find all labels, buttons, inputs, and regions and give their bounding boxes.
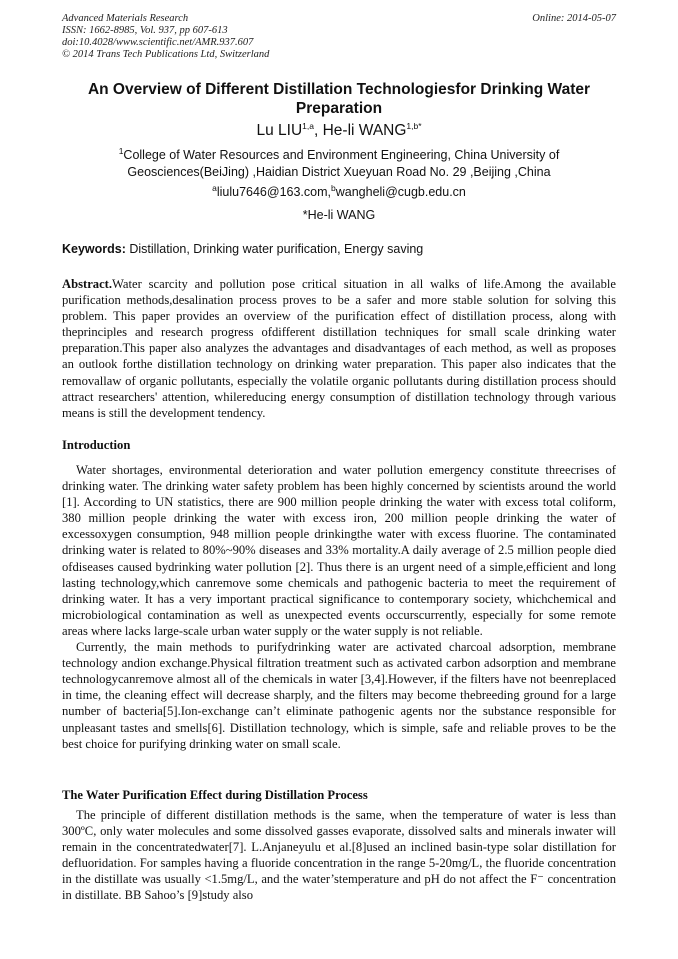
journal-name: Advanced Materials Research <box>62 13 189 24</box>
email-superscript: b <box>331 182 336 193</box>
author-list <box>62 121 616 141</box>
abstract-text: Water scarcity and pollution pose critical situation in all walks of life.Among the available purification methods,desalination process proves to be a safer and more stable solution for solving this problem. This paper provides an overview of the purification effect of distillation process, along with theprinciples and research progress ofdifferent distillation techniques for small scale drinking water preparation.This paper also analyzes the advantages and disadvantages of each method, as well as proposes an outlook forthe distillation technology on drinking water preparation. This paper also indicates that the removallaw of organic pollutants, especially the volatile organic pollutants during distillation process should attract researchers' attention, whilereducing energy consumption of distillation technology through various means is still the development tendency. <box>62 277 616 420</box>
section-heading-purification-effect: The Water Purification Effect during Distillation Process <box>62 788 368 802</box>
affiliation-text: College of Water Resources and Environment Engineering, China University of Geosciences(BeiJing) ,Haidian District Xueyuan Road No. 29 ,Beijing ,China <box>123 148 560 179</box>
corresponding-author: *He-li WANG <box>302 208 376 222</box>
email-superscript: a <box>212 182 217 193</box>
email-link[interactable]: liulu7646@163.com, <box>216 185 331 199</box>
author-emails <box>62 184 616 200</box>
paragraph: Currently, the main methods to purifydrinking water are activated charcoal adsorption, membrane technology andion exchange.Physical filtration treatment such as activated carbon adsorption and membrane technologycanremove almost all of the chemicals in water [3,4].However, if the filters have not beenreplaced in time, the cleaning effect will decrease sharply, and the filters may become thebreeding ground for a large number of bacteria[5].Ion-exchange can’t eliminate pathogenic agents nor the substance responsible for unpleasant tastes and smells[6]. Distillation technology, which is simple, safe and reliable proves to be the best choice for purifying drinking water on small scale. <box>62 640 616 751</box>
paragraph: Water shortages, environmental deterioration and water pollution emergency constitute threecrises of drinking water. The drinking water safety problem has been highly concerned by scientists around the world [1]. According to UN statistics, there are 900 million people drinking the water with excess total coliform, 380 million people drinking the water with excess iron, 200 million people drinking the water of excessoxygen consumption, 948 million people drinkingthe water with excess fluorine. The contaminated drinking water is related to 80%~90% diseases and 33% mortality.A daily average of 2.5 million people died ofdiseases caused bydrinking water pollution [2]. Thus there is an urgent need of a simple,efficient and long lasting technology,which canremove some chemicals and pathogenic bacteria to meet the requirement of drinking water. It has a very important practical significance to contemporary society, whichchemical and microbiological contamination as well as unexpected events occurscurrently, especially for some remote areas where lacks large-scale urban water supply or the water supply is not reliable. <box>62 463 616 638</box>
keywords <box>62 241 616 257</box>
affiliation-superscript: 1 <box>118 145 124 156</box>
author-superscript: 1,a <box>302 120 314 131</box>
affiliation <box>62 147 616 181</box>
author-name: Lu LIU <box>256 122 303 139</box>
abstract-label: Abstract. <box>62 277 113 291</box>
doi-line: doi:10.4028/www.scientific.net/AMR.937.607 <box>62 37 254 48</box>
abstract <box>62 276 616 421</box>
keywords-label: Keywords: <box>62 242 126 256</box>
paragraph: The principle of different distillation methods is the same, when the temperature of water is less than 300ºC, only water molecules and some dissolved gasses evaporate, dissolved salts and minerals inwater will remain in the concentratedwater[7]. L.Anjaneyulu et al.[8]used an inclined basin-type solar distillation for defluoridation. For samples having a fluoride concentration in the range 5-20mg/L, the fluoride concentration in the distillate was usually <1.5mg/L, and the water’stemperature and pH do not affect the F⁻ concentration in distillate. BB Sahoo’s [9]study also <box>62 808 616 903</box>
author-name: He-li WANG <box>322 122 407 139</box>
author-separator: , <box>313 122 323 139</box>
keywords-text: Distillation, Drinking water purification, Energy saving <box>125 242 424 256</box>
author-superscript: 1,b* <box>406 120 422 131</box>
introduction-body <box>62 462 616 752</box>
section-body <box>62 807 616 904</box>
online-date: Online: 2014-05-07 <box>532 13 616 24</box>
page-header <box>62 13 616 61</box>
section-heading-introduction: Introduction <box>62 438 131 452</box>
paper-title: An Overview of Different Distillation Technologiesfor Drinking Water Preparation <box>87 81 591 117</box>
issn-line: ISSN: 1662-8985, Vol. 937, pp 607-613 <box>62 25 228 36</box>
email-link[interactable]: wangheli@cugb.edu.cn <box>335 185 466 199</box>
copyright-line: © 2014 Trans Tech Publications Ltd, Switzerland <box>62 49 270 60</box>
